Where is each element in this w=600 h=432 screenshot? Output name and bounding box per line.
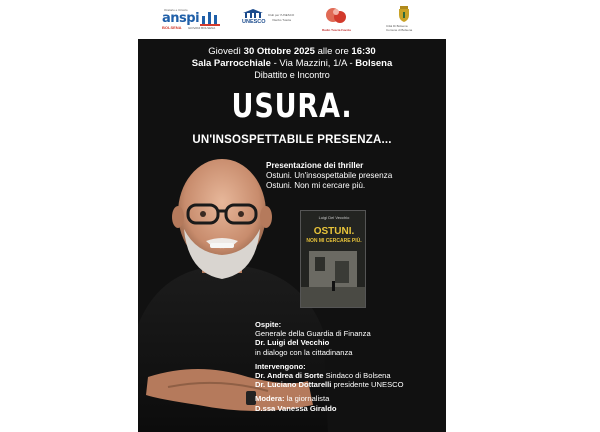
guest-label: Ospite: (255, 320, 282, 329)
anspi-subtitle: GIOVANI BOLSENA (188, 26, 216, 30)
presentation-heading: Presentazione dei thriller (266, 161, 364, 170)
sponsor-logo-bar (138, 0, 446, 39)
event-venue (138, 58, 446, 70)
unesco-city: Viterbo Tuscia (272, 18, 291, 22)
guest-role: Generale della Guardia di Finanza (255, 329, 371, 339)
moderator-role: la giornalista (284, 394, 330, 404)
unesco-temple-icon (242, 9, 264, 19)
guest-note: in dialogo con la cittadinanza (255, 347, 353, 357)
venue-city: Bolsena (355, 58, 393, 69)
church-icon (200, 10, 220, 26)
anspi-place: BOLSENA (162, 25, 182, 30)
presentation-book2: Ostuni. Non mi cercare più. (266, 181, 366, 190)
coat-of-arms-icon (398, 6, 410, 22)
book-cover (300, 210, 366, 308)
event-date (138, 46, 446, 58)
event-poster (138, 0, 446, 432)
book-title: OSTUNI. (313, 226, 355, 237)
event-info (138, 46, 446, 81)
speaker1-name: Dr. Andrea di Sorte (255, 371, 324, 381)
radio-name: Radio Tuscia Favola (322, 28, 351, 32)
radio-mark-icon (322, 6, 352, 28)
comune-logo (384, 6, 424, 36)
poster-title: USURA. (231, 86, 353, 125)
anspi-wordmark: anspi (162, 11, 200, 26)
presentation-book1: Ostuni. Un'insospettabile presenza (266, 171, 393, 180)
speaker1-role: Sindaco di Bolsena (323, 371, 391, 381)
speaker2-role: presidente UNESCO (331, 380, 404, 390)
speaker2-name: Dr. Luciano Dottarelli (255, 380, 332, 390)
unesco-wordmark: UNESCO (242, 19, 266, 25)
guests-block (255, 320, 446, 413)
presentation-block (266, 161, 446, 191)
moderator-name: D.ssa Vanessa Giraldo (255, 403, 337, 413)
anspi-caption: Oratorio e Circolo (164, 8, 188, 12)
moderator-label: Modera: (255, 394, 285, 404)
unesco-logo (242, 6, 304, 30)
poster-tagline: UN'INSOSPETTABILE PRESENZA... (192, 134, 392, 146)
venue-address: - Via Mazzini, 1/A - (270, 58, 356, 69)
book-subtitle: NON MI CERCARE PIÙ. (306, 238, 362, 244)
comune-caption2: Comune di Bolsena (386, 28, 413, 32)
event-subtitle: Dibattito e Incontro (254, 70, 330, 80)
anspi-logo (160, 6, 220, 34)
guest-name: Dr. Luigi del Vecchio (255, 338, 330, 348)
radio-logo (322, 6, 352, 36)
time-value: 16:30 (351, 46, 376, 57)
venue-name: Sala Parrocchiale (191, 58, 271, 69)
date-value: 30 Ottobre 2025 (243, 46, 315, 57)
comune-caption1: Città Di Bolsena (386, 24, 408, 28)
date-prefix: Giovedì (208, 46, 244, 57)
time-prefix: alle ore (314, 46, 352, 57)
unesco-club: Club per l'UNESCO (268, 13, 295, 17)
speakers-label: Intervengono: (255, 361, 306, 371)
book-author: Luigi Del Vecchio (318, 215, 350, 220)
